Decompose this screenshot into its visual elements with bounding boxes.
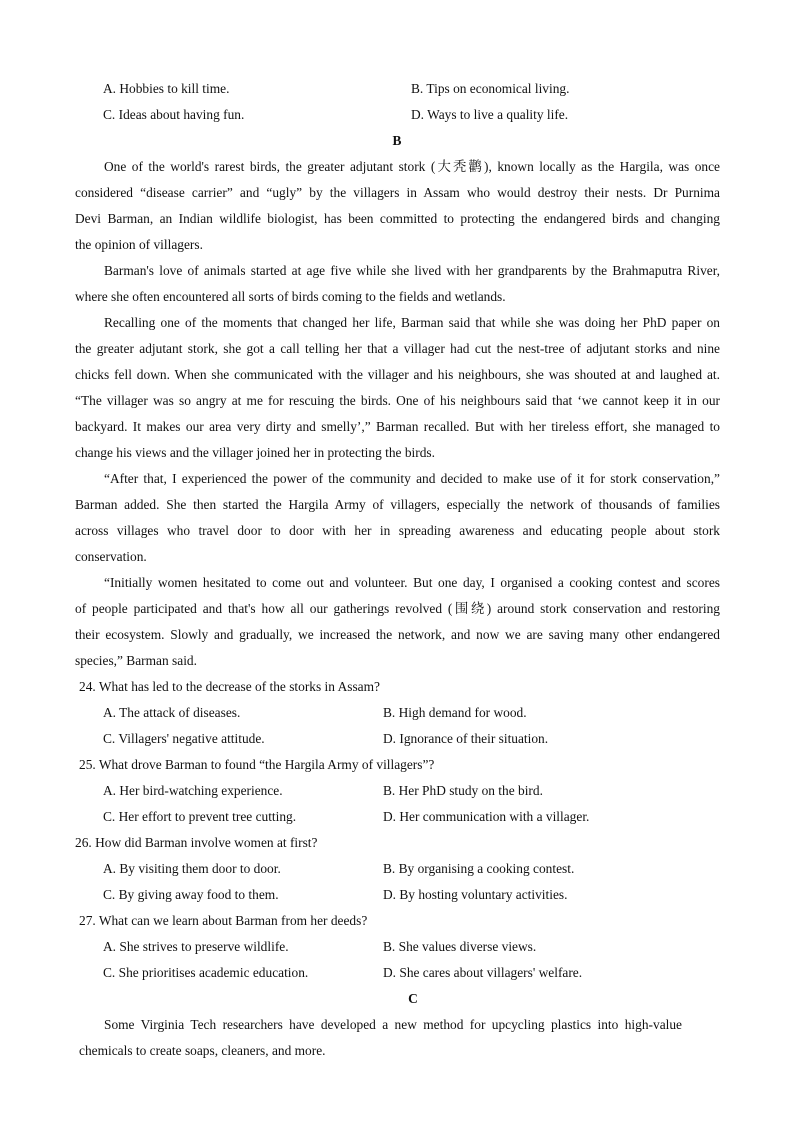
passage-line: across villages who travel door to door with her in spreading awareness and educating people about stork (75, 523, 720, 538)
question-option: A. Her bird-watching experience. (103, 783, 283, 798)
passage-line: “After that, I experienced the power of the community and decided to make use of it for stork conservation,” (104, 471, 720, 486)
question-option: B. Her PhD study on the bird. (383, 783, 543, 798)
passage-line: where she often encountered all sorts of birds coming to the fields and wetlands. (75, 289, 506, 304)
option-d: D. Ways to live a quality life. (411, 107, 569, 122)
question-option: B. By organising a cooking contest. (383, 861, 575, 876)
question-option: D. She cares about villagers' welfare. (383, 965, 583, 980)
passage-line: considered “disease carrier” and “ugly” by the villagers in Assam who would destroy their nests. Dr Purnima (75, 185, 720, 200)
question-stem: 27. What can we learn about Barman from her deeds? (79, 913, 368, 928)
option-a: A. Hobbies to kill time. (103, 81, 230, 96)
question-option: C. Her effort to prevent tree cutting. (103, 809, 297, 824)
passage-line: of people participated and that's how all our gatherings revolved (围绕) around stork conservation and restoring (75, 601, 720, 616)
passage-line: chemicals to create soaps, cleaners, and more. (79, 1043, 326, 1058)
passage-line: Barman's love of animals started at age five while she lived with her grandparents by the Brahmaputra River, (104, 263, 720, 278)
question-option: D. By hosting voluntary activities. (383, 887, 568, 902)
passage-line: the greater adjutant stork, she got a call telling her that a villager had cut the nest-tree of adjutant storks and nine (75, 341, 720, 356)
section-b-heading: B (392, 133, 402, 148)
question-option: A. By visiting them door to door. (103, 861, 281, 876)
passage-line: “Initially women hesitated to come out and volunteer. But one day, I organised a cooking contest and scores (104, 575, 720, 590)
question-option: D. Her communication with a villager. (383, 809, 590, 824)
question-option: D. Ignorance of their situation. (383, 731, 549, 746)
question-option: C. By giving away food to them. (103, 887, 279, 902)
passage-line: change his views and the villager joined her in protecting the birds. (75, 445, 435, 460)
question-option: C. She prioritises academic education. (103, 965, 309, 980)
question-option: B. She values diverse views. (383, 939, 537, 954)
passage-line: Barman added. She then started the Hargila Army of villagers, especially the network of thousands of families (75, 497, 720, 512)
passage-line: Recalling one of the moments that changed her life, Barman said that while she was doing her PhD paper on (104, 315, 720, 330)
section-c-heading: C (408, 991, 418, 1006)
question-option: C. Villagers' negative attitude. (103, 731, 265, 746)
passage-line: Devi Barman, an Indian wildlife biologist, has been committed to protecting the endangered birds and changing (75, 211, 720, 226)
passage-line: the opinion of villagers. (75, 237, 203, 252)
passage-line: Some Virginia Tech researchers have developed a new method for upcycling plastics into high-value (104, 1017, 682, 1032)
question-stem: 26. How did Barman involve women at first? (75, 835, 318, 850)
question-stem: 25. What drove Barman to found “the Hargila Army of villagers”? (79, 757, 435, 772)
question-option: A. She strives to preserve wildlife. (103, 939, 289, 954)
passage-line: species,” Barman said. (75, 653, 197, 668)
passage-line: their ecosystem. Slowly and gradually, we increased the network, and now we are saving many other endangered (75, 627, 720, 642)
passage-line: conservation. (75, 549, 147, 564)
passage-line: One of the world's rarest birds, the greater adjutant stork (大秃鹳), known locally as the Hargila, was once (104, 159, 720, 174)
passage-line: backyard. It makes our area very dirty and smelly’,” Barman recalled. But with her tireless effort, she managed to (75, 419, 720, 434)
option-b: B. Tips on economical living. (411, 81, 570, 96)
passage-line: chicks fell down. When she communicated with the villager and his neighbours, she was shouted at and laughed at. (75, 367, 720, 382)
question-stem: 24. What has led to the decrease of the storks in Assam? (79, 679, 380, 694)
option-c: C. Ideas about having fun. (103, 107, 245, 122)
question-option: B. High demand for wood. (383, 705, 527, 720)
question-option: A. The attack of diseases. (103, 705, 241, 720)
passage-line: “The villager was so angry at me for rescuing the birds. One of his neighbours said that ‘we cannot keep it in our (75, 393, 720, 408)
